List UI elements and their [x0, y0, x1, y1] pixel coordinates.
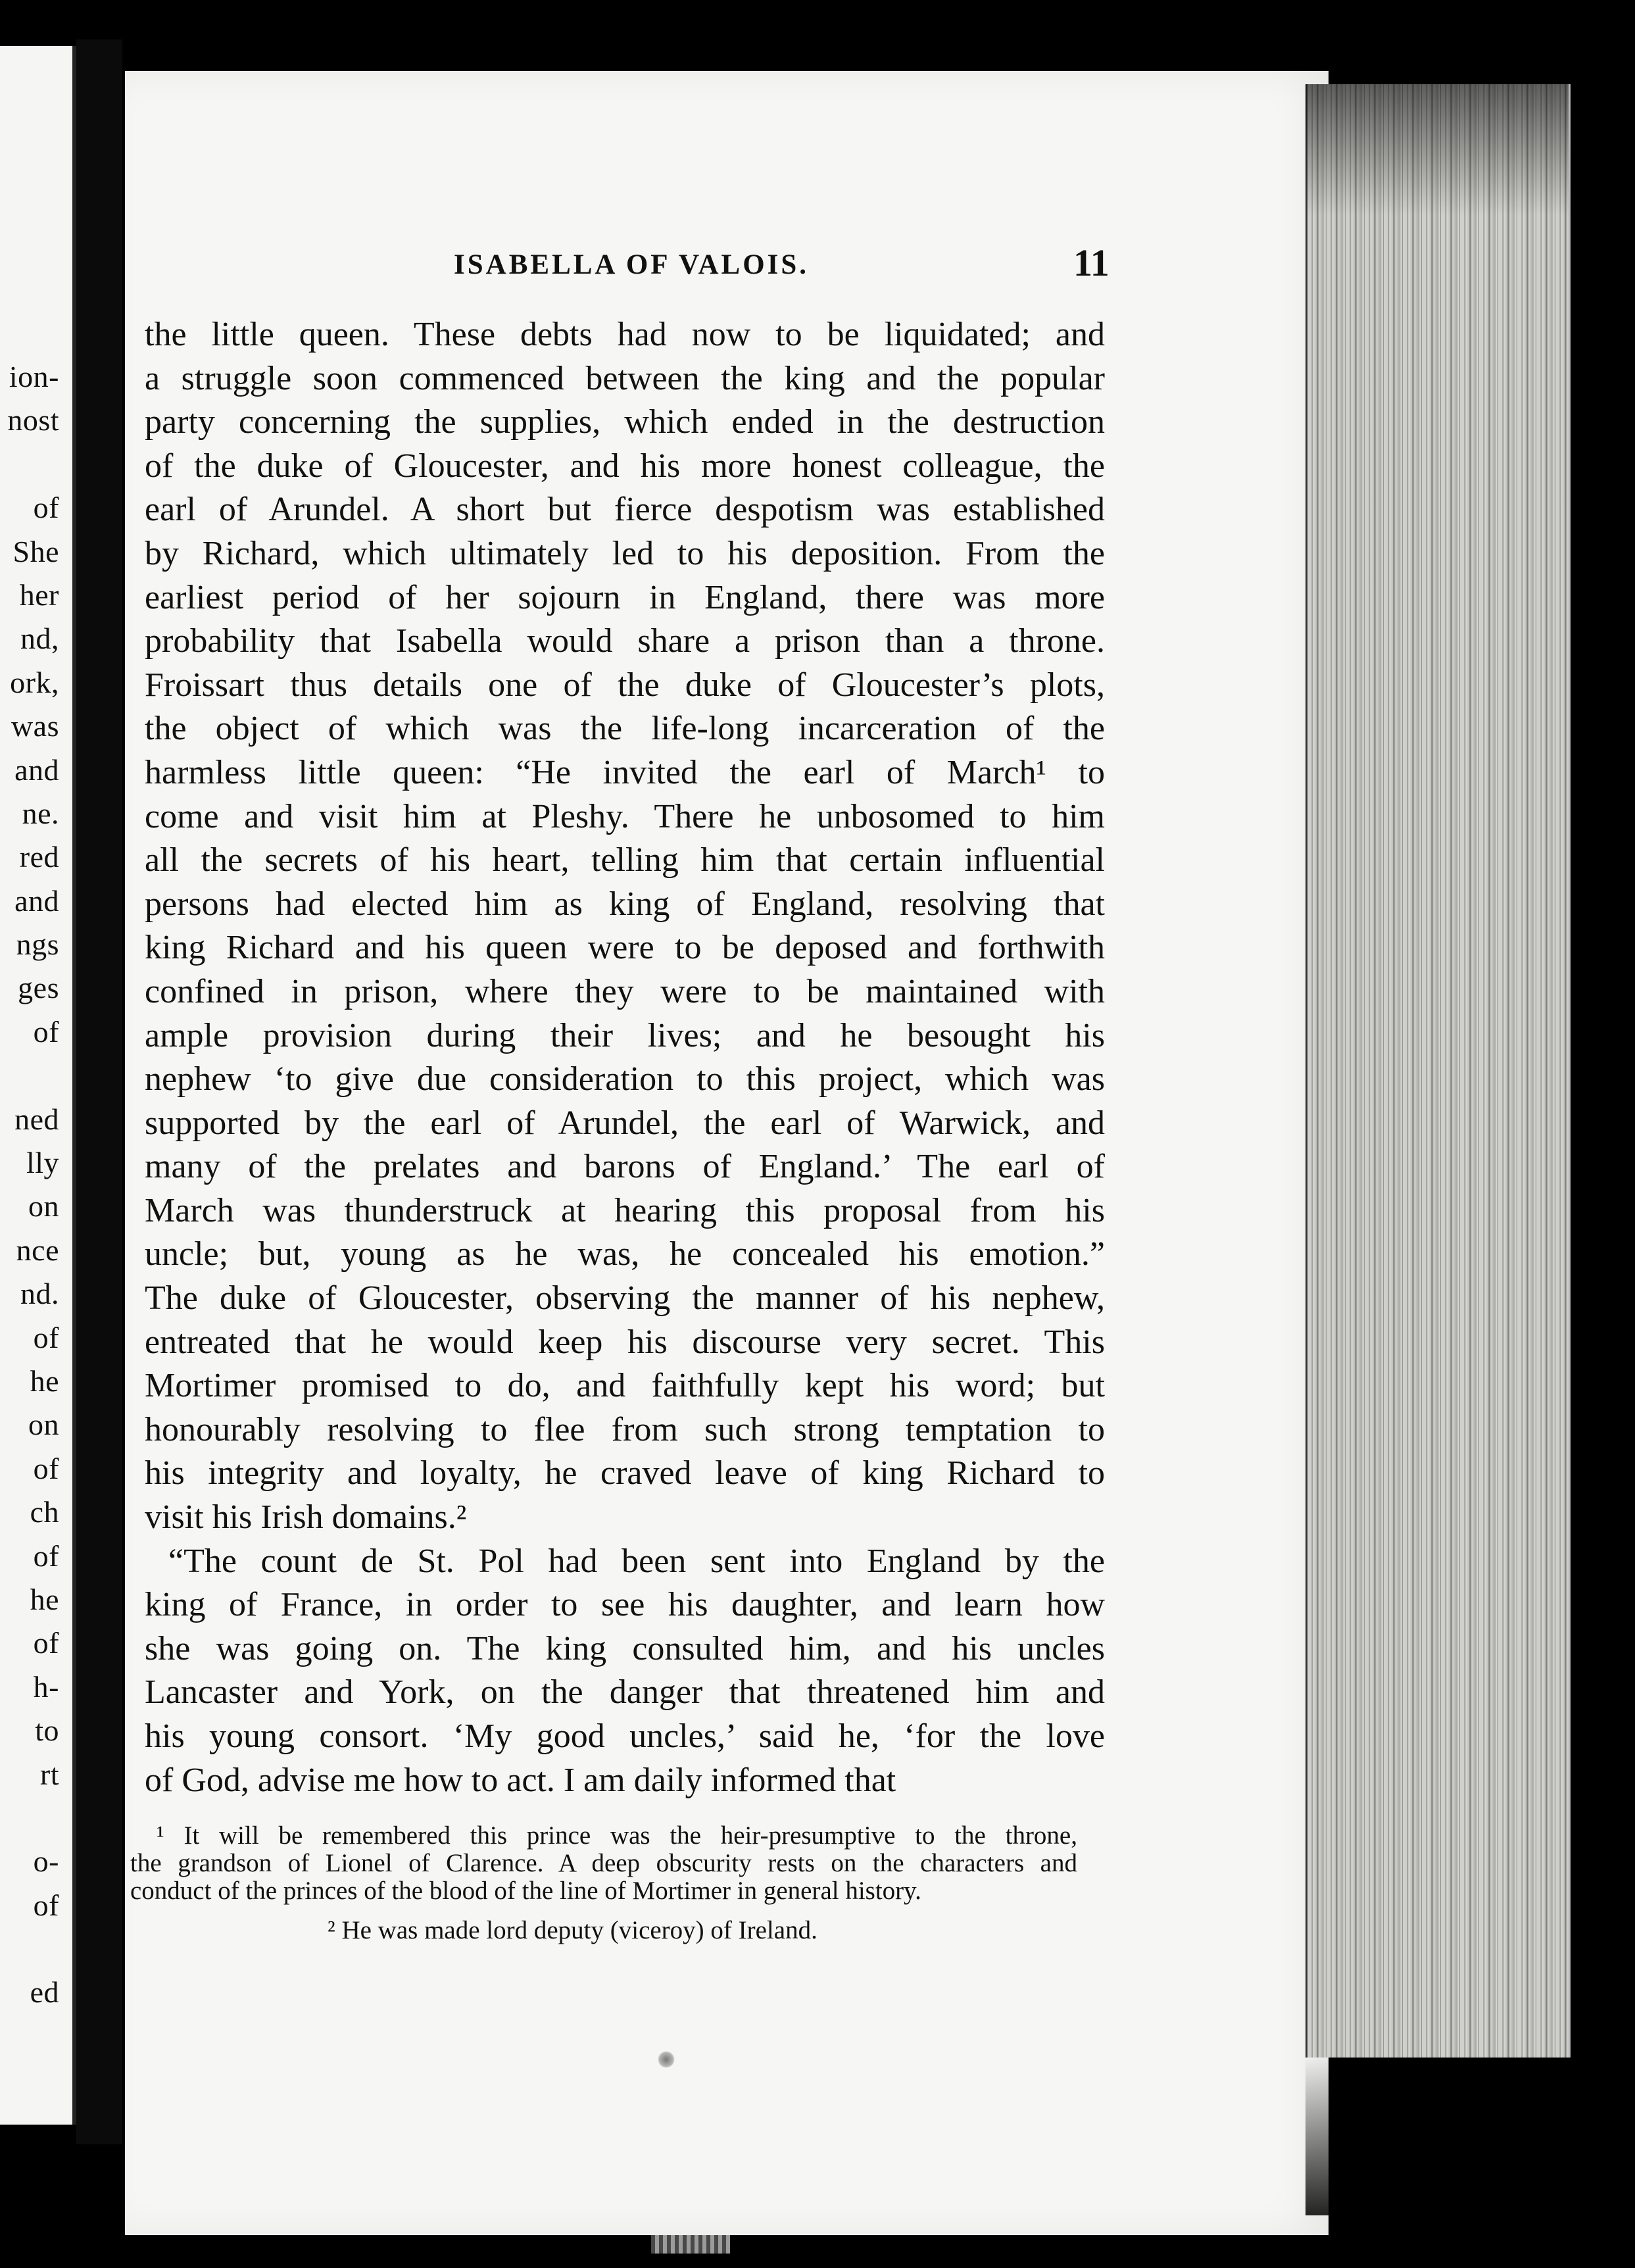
footnote-1: [130, 1822, 1077, 1905]
text-line: confined in prison, where they were to be maintained with: [145, 972, 1105, 1010]
left-page-fragment: and: [14, 883, 59, 918]
text-line: nephew ‘to give due consideration to this project, which was: [145, 1060, 1105, 1098]
left-page-fragment: to: [35, 1713, 59, 1748]
left-page-fragment: of: [33, 1539, 59, 1573]
body-text: [145, 313, 1105, 1802]
page-number: 11: [1073, 241, 1110, 284]
left-page-fragment: on: [28, 1189, 59, 1223]
text-line: the little queen. These debts had now to be liquidated; and: [145, 316, 1105, 353]
left-page-fragment: rt: [39, 1757, 59, 1791]
text-line: persons had elected him as king of England, resolving that: [145, 885, 1105, 923]
text-line: supported by the earl of Arundel, the earl of Warwick, and: [145, 1104, 1105, 1142]
text-line: party concerning the supplies, which ended in the destruction: [145, 403, 1105, 441]
left-page-fragment: of: [33, 1014, 59, 1048]
left-page-fragment: nce: [16, 1233, 59, 1267]
text-line: of God, advise me how to act. I am daily informed that: [145, 1761, 896, 1799]
footnote-line: conduct of the princes of the blood of the line of Mortimer in general history.: [130, 1877, 921, 1905]
left-page-fragment: lly: [26, 1146, 59, 1180]
text-line: honourably resolving to flee from such strong temptation to: [145, 1410, 1105, 1448]
left-page-fragment: ngs: [16, 927, 59, 962]
running-head: ISABELLA OF VALOIS.: [454, 249, 810, 280]
left-page-text-fragments: [0, 355, 59, 2015]
left-page-fragment: nost: [7, 403, 59, 437]
left-page-fragment: and: [14, 752, 59, 787]
text-line: entreated that he would keep his discourse very secret. This: [145, 1323, 1105, 1361]
left-page-fragment: ion-: [9, 360, 59, 393]
left-page-fragment: [0, 1054, 59, 1097]
left-page-fragment: on: [28, 1408, 59, 1442]
text-line: Lancaster and York, on the danger that threatened him and: [145, 1673, 1105, 1712]
left-page-fragment: ork,: [10, 665, 59, 699]
text-line: the object of which was the life-long incarceration of the: [145, 710, 1105, 748]
left-page-fragment: of: [33, 1320, 59, 1354]
text-line: visit his Irish domains.²: [145, 1498, 467, 1537]
left-page-fragment: nd,: [20, 622, 59, 656]
text-line: Froissart thus details one of the duke of Gloucester’s plots,: [145, 666, 1105, 704]
page-edges-bottom-shadow: [1306, 2058, 1569, 2215]
left-page-fragment: h-: [33, 1669, 59, 1704]
footnote-line: the grandson of Lionel of Clarence. A deep obscurity rests on the characters and: [130, 1849, 1077, 1877]
left-page-fragment: [0, 1796, 59, 1840]
text-line: by Richard, which ultimately led to his deposition. From the: [145, 534, 1105, 572]
left-page-fragment: of: [33, 1451, 59, 1485]
left-page-fragment: her: [19, 578, 59, 612]
left-page-fragment: ned: [14, 1102, 59, 1136]
left-page-fragment: was: [11, 709, 59, 743]
left-page-fragment: nd.: [20, 1277, 59, 1311]
book-gutter: [76, 39, 122, 2144]
text-line: many of the prelates and barons of England.’ The earl of: [145, 1148, 1105, 1186]
text-line: harmless little queen: “He invited the earl of March¹ to: [145, 753, 1105, 791]
left-page-fragment: of: [33, 1888, 59, 1922]
text-line: earliest period of her sojourn in England, there was more: [145, 578, 1105, 616]
left-page-fragment: She: [12, 534, 59, 568]
ink-blot: [658, 2051, 675, 2068]
text-line: his young consort. ‘My good uncles,’ said he, ‘for the love: [145, 1717, 1105, 1755]
left-page-fragment: he: [30, 1364, 59, 1398]
page-edges-shadow: [1306, 84, 1569, 216]
text-line: a struggle soon commenced between the king and the popular: [145, 359, 1105, 397]
text-line: earl of Arundel. A short but fierce despotism was established: [145, 491, 1105, 529]
footnote-line: ¹ It will be remembered this prince was the heir-presumptive to the throne,: [157, 1821, 1077, 1850]
footnote-2: ² He was made lord deputy (viceroy) of Ireland.: [328, 1916, 818, 1944]
left-page-fragment: [0, 443, 59, 486]
text-line: king of France, in order to see his daughter, and learn how: [145, 1586, 1105, 1624]
left-page-fragment: ne.: [22, 796, 59, 830]
text-line: come and visit him at Pleshy. There he unbosomed to him: [145, 797, 1105, 835]
left-page-fragment: ch: [30, 1495, 59, 1529]
text-line: of the duke of Gloucester, and his more honest colleague, the: [145, 447, 1105, 485]
scan-artifact: [651, 2235, 730, 2254]
text-line: she was going on. The king consulted him, and his uncles: [145, 1629, 1105, 1667]
text-line: his integrity and loyalty, he craved leave of king Richard to: [145, 1454, 1105, 1492]
text-line: March was thunderstruck at hearing this proposal from his: [145, 1191, 1105, 1229]
text-line: king Richard and his queen were to be deposed and forthwith: [145, 929, 1105, 967]
left-page-fragment: of: [33, 491, 59, 525]
text-line: The duke of Gloucester, observing the manner of his nephew,: [145, 1279, 1105, 1318]
left-page-fragment: ges: [18, 971, 59, 1005]
text-line: “The count de St. Pol had been sent into England by the: [168, 1542, 1105, 1580]
left-page-fragment: [0, 1927, 59, 1971]
text-line: uncle; but, young as he was, he concealed his emotion.”: [145, 1235, 1105, 1273]
text-line: Mortimer promised to do, and faithfully kept his word; but: [145, 1367, 1105, 1405]
left-page-fragment: red: [19, 840, 59, 874]
left-page-fragment: o-: [33, 1844, 59, 1879]
left-page-sliver: [0, 46, 76, 2125]
left-page-fragment: he: [30, 1582, 59, 1616]
text-line: all the secrets of his heart, telling him that certain influential: [145, 841, 1105, 879]
text-line: ample provision during their lives; and he besought his: [145, 1016, 1105, 1054]
page-edges: [1306, 84, 1571, 2058]
left-page-fragment: ed: [30, 1975, 59, 2009]
footnotes: [130, 1822, 1077, 1944]
text-line: probability that Isabella would share a prison than a throne.: [145, 622, 1105, 660]
left-page-fragment: of: [33, 1626, 59, 1660]
